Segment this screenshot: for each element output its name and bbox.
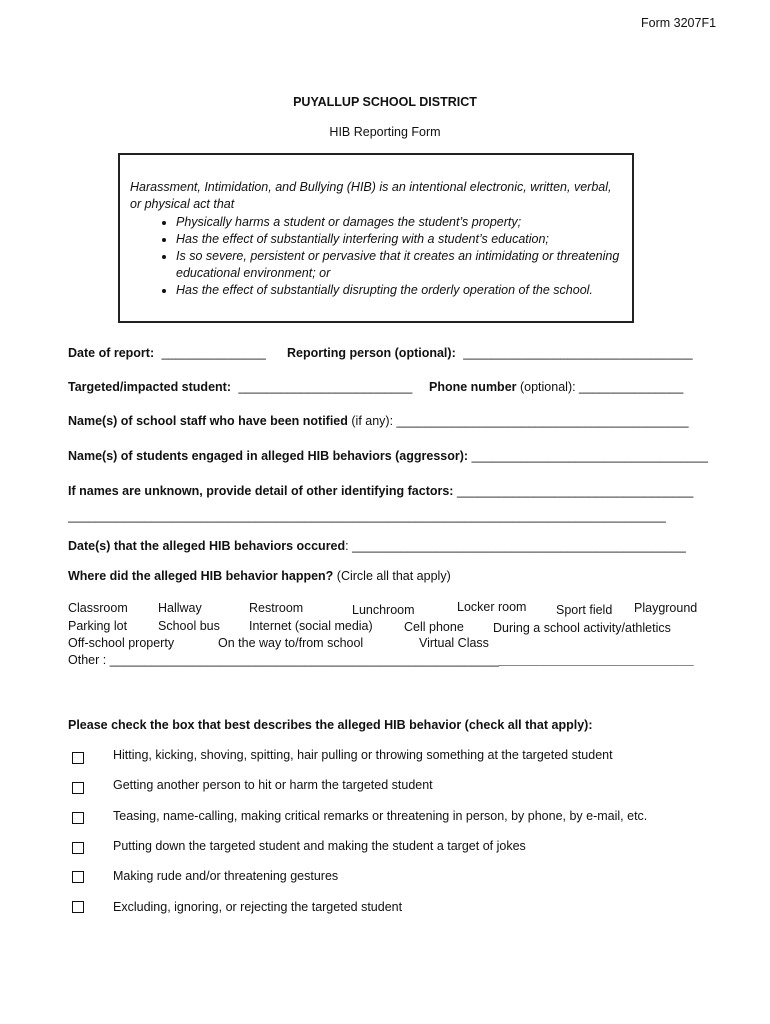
behavior-checkbox-putting-down[interactable]	[72, 842, 84, 854]
reporting-person-row	[287, 346, 693, 360]
behavior-label-physical: Hitting, kicking, shoving, spitting, hair pulling or throwing something at the targeted student	[113, 748, 613, 762]
form-title: HIB Reporting Form	[329, 125, 441, 139]
definition-bullets	[130, 214, 626, 299]
phone-number-row	[429, 380, 683, 394]
location-internet[interactable]: Internet (social media)	[249, 619, 373, 633]
aggressor-row	[68, 449, 708, 463]
behavior-label-teasing: Teasing, name-calling, making critical remarks or threatening in person, by phone, by e-mail, etc.	[113, 809, 648, 823]
location-way-to-school[interactable]: On the way to/from school	[218, 636, 364, 650]
other-location-field-continued[interactable]: ____________________________	[499, 653, 694, 667]
reporting-person-field[interactable]: _________________________________	[463, 346, 693, 360]
district-name: PUYALLUP SCHOOL DISTRICT	[293, 95, 477, 109]
identifying-factors-label: If names are unknown, provide detail of other identifying factors:	[68, 484, 454, 498]
location-classroom[interactable]: Classroom	[68, 601, 128, 615]
location-virtual-class[interactable]: Virtual Class	[419, 636, 489, 650]
location-sport-field[interactable]: Sport field	[556, 603, 613, 617]
where-label: Where did the alleged HIB behavior happen?	[68, 569, 334, 583]
date-of-report-label: Date of report:	[68, 346, 155, 360]
aggressor-label: Name(s) of students engaged in alleged HIB behaviors (aggressor):	[68, 449, 469, 463]
location-cell-phone[interactable]: Cell phone	[404, 620, 464, 634]
other-location-label: Other :	[68, 653, 110, 667]
staff-notified-note: (if any):	[347, 414, 394, 428]
where-row	[68, 569, 451, 583]
location-school-activity[interactable]: During a school activity/athletics	[493, 621, 671, 635]
other-location-row	[68, 653, 698, 667]
definition-bullet: • Has the effect of substantially disrupting the orderly operation of the school.	[176, 282, 626, 299]
behavior-label-recruiting: Getting another person to hit or harm the targeted student	[113, 778, 433, 792]
identifying-factors-row	[68, 484, 693, 498]
phone-number-label: Phone number	[429, 380, 517, 394]
staff-notified-label: Name(s) of school staff who have been notified	[68, 414, 348, 428]
location-parking-lot[interactable]: Parking lot	[68, 619, 128, 633]
behavior-checkbox-physical[interactable]	[72, 752, 84, 764]
behavior-label-putting-down: Putting down the targeted student and making the student a target of jokes	[113, 839, 526, 853]
behavior-checkbox-excluding[interactable]	[72, 901, 84, 913]
targeted-student-label: Targeted/impacted student:	[68, 380, 231, 394]
phone-number-field[interactable]: _______________	[575, 380, 684, 394]
location-lunchroom[interactable]: Lunchroom	[352, 603, 415, 617]
staff-notified-row	[68, 414, 689, 428]
identifying-factors-line[interactable]: ______________________________________________________________________________________	[68, 509, 666, 523]
definition-intro: Harassment, Intimidation, and Bullying (HIB) is an intentional electronic, written, verbal, or physical act that	[130, 180, 612, 211]
identifying-factors-field[interactable]: __________________________________	[453, 484, 694, 498]
location-off-school[interactable]: Off-school property	[68, 636, 175, 650]
date-of-report-field[interactable]: _______________	[161, 346, 266, 360]
hib-definition-box	[118, 153, 634, 323]
staff-notified-field[interactable]: __________________________________________	[393, 414, 689, 428]
location-locker-room[interactable]: Locker room	[457, 600, 527, 614]
dates-occurred-field[interactable]: : ________________________________________________	[345, 539, 686, 553]
other-location-field[interactable]: ________________________________________________________	[109, 653, 499, 667]
location-school-bus[interactable]: School bus	[158, 619, 220, 633]
form-number: Form 3207F1	[641, 16, 717, 30]
targeted-student-field[interactable]: _________________________	[238, 380, 413, 394]
behavior-checkbox-recruiting[interactable]	[72, 782, 84, 794]
definition-bullet: • Physically harms a student or damages the student’s property;	[176, 214, 626, 231]
reporting-person-label: Reporting person (optional):	[287, 346, 456, 360]
behavior-checkbox-gestures[interactable]	[72, 871, 84, 883]
aggressor-field[interactable]: __________________________________	[468, 449, 708, 463]
date-of-report-row	[68, 346, 266, 360]
definition-bullet: • Is so severe, persistent or pervasive that it creates an intimidating or threatening educational environment; or	[176, 248, 626, 282]
behavior-checkbox-teasing[interactable]	[72, 812, 84, 824]
location-hallway[interactable]: Hallway	[158, 601, 202, 615]
dates-occurred-row	[68, 539, 686, 553]
behavior-prompt: Please check the box that best describes the alleged HIB behavior (check all that apply):	[68, 718, 593, 732]
phone-optional-note: (optional):	[516, 380, 576, 394]
dates-occurred-label: Date(s) that the alleged HIB behaviors occured	[68, 539, 346, 553]
location-restroom[interactable]: Restroom	[249, 601, 304, 615]
targeted-student-row	[68, 380, 412, 394]
behavior-label-excluding: Excluding, ignoring, or rejecting the targeted student	[113, 900, 403, 914]
behavior-label-gestures: Making rude and/or threatening gestures	[113, 869, 339, 883]
location-playground[interactable]: Playground	[634, 601, 698, 615]
where-note: (Circle all that apply)	[333, 569, 451, 583]
definition-bullet: • Has the effect of substantially interfering with a student’s education;	[176, 231, 626, 248]
